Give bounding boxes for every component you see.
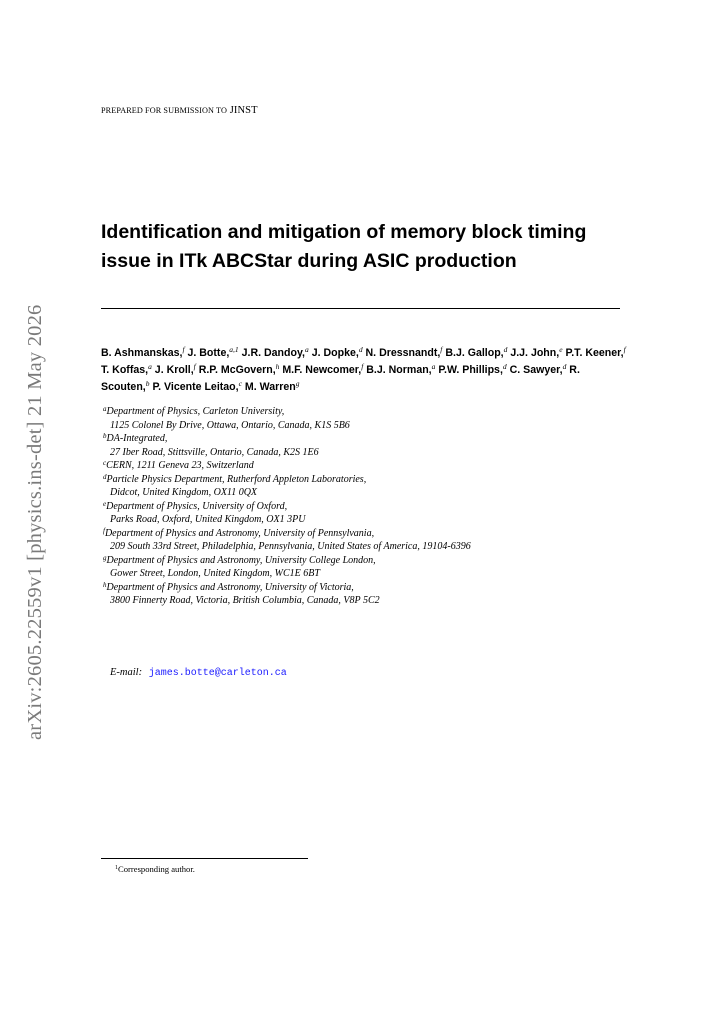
author-name: J. Kroll,: [154, 364, 194, 376]
author-name: T. Koffas,: [101, 364, 149, 376]
affiliation-item: [103, 473, 633, 500]
affiliation-mark: c: [103, 459, 107, 467]
author-affiliation-mark: b: [145, 379, 150, 388]
affiliation-line-1: Department of Physics, University of Oxford,: [106, 500, 288, 512]
author-affiliation-mark: g: [295, 379, 300, 388]
affiliation-line-1: Department of Physics, Carleton University,: [106, 406, 285, 417]
author-affiliation-mark: f: [361, 362, 364, 371]
author-affiliation-mark: e: [559, 345, 563, 354]
author-name: P. Vicente Leitao,: [152, 381, 239, 393]
footnote-mark: 1: [115, 865, 118, 871]
affiliation-item: [103, 581, 633, 608]
affiliation-line-1: DA-Integrated,: [106, 433, 168, 444]
affiliation-line-2: 27 Iber Road, Stittsville, Ontario, Canada, K2S 1E6: [110, 446, 319, 458]
affiliation-item: [103, 459, 633, 473]
author-affiliation-mark: f: [440, 345, 443, 354]
author-affiliation-mark: d: [562, 362, 567, 371]
submission-journal: JINST: [229, 105, 258, 116]
affiliation-line-1: Particle Physics Department, Rutherford Appleton Laboratories,: [106, 473, 367, 485]
author-name: J. Dopke,: [311, 347, 359, 359]
author-name: J.R. Dandoy,: [241, 347, 306, 359]
author-name: M.F. Newcomer,: [282, 364, 362, 376]
author-name: B. Ashmanskas,: [101, 347, 183, 359]
affiliation-mark: e: [103, 499, 107, 508]
email-line: [110, 667, 287, 679]
title-divider: [101, 308, 620, 309]
author-name: J.J. John,: [510, 347, 560, 359]
affiliation-line-2: Didcot, United Kingdom, OX11 0QX: [110, 487, 258, 498]
affiliation-line-2: Gower Street, London, United Kingdom, WC1E 6BT: [110, 568, 320, 579]
affiliation-line-1: Department of Physics and Astronomy, University of Victoria,: [106, 581, 354, 593]
author-affiliation-mark: c: [238, 379, 242, 388]
affiliation-item: [103, 432, 633, 459]
affiliation-list: [103, 405, 633, 608]
author-affiliation-mark: f: [182, 345, 185, 354]
email-label: E-mail:: [110, 667, 143, 678]
affiliation-line-2: Parks Road, Oxford, United Kingdom, OX1 3PU: [110, 514, 306, 525]
author-affiliation-mark: a,1: [229, 345, 239, 354]
paper-title: Identification and mitigation of memory block timing issue in ITk ABCStar during ASIC production: [101, 221, 587, 272]
affiliation-line-2: 209 South 33rd Street, Philadelphia, Pennsylvania, United States of America, 19104-6396: [110, 541, 471, 552]
author-list: [101, 345, 626, 396]
author-name: B.J. Norman,: [366, 364, 432, 376]
author-affiliation-mark: a: [148, 362, 152, 371]
author-affiliation-mark: f: [623, 345, 626, 354]
affiliation-mark: h: [103, 580, 107, 589]
author-name: C. Sawyer,: [509, 364, 563, 376]
affiliation-mark: b: [103, 432, 107, 440]
author-affiliation-mark: d: [358, 345, 363, 354]
author-affiliation-mark: f: [193, 362, 196, 371]
affiliation-mark: f: [103, 526, 105, 535]
author-name: P.W. Phillips,: [438, 364, 503, 376]
author-affiliation-mark: a: [305, 345, 309, 354]
affiliation-item: [103, 554, 633, 581]
author-name: R.P. McGovern,: [198, 364, 276, 376]
author-name: N. Dressnandt,: [365, 347, 441, 359]
footnote-text: Corresponding author.: [118, 864, 195, 874]
affiliation-item: [103, 405, 633, 432]
affiliation-mark: g: [103, 553, 107, 562]
affiliation-item: [103, 500, 633, 527]
author-affiliation-mark: h: [275, 362, 280, 371]
affiliation-line-1: CERN, 1211 Geneva 23, Switzerland: [106, 460, 254, 471]
affiliation-line-2: 3800 Finnerty Road, Victoria, British Columbia, Canada, V8P 5C2: [110, 595, 380, 606]
author-affiliation-mark: d: [502, 362, 507, 371]
footnote-divider: [101, 858, 308, 859]
author-name: M. Warren: [244, 381, 296, 393]
affiliation-line-1: Department of Physics and Astronomy, University College London,: [106, 554, 376, 566]
arxiv-identifier-stamp: arXiv:2605.22559v1 [physics.ins-det] 21 May 2026: [24, 304, 46, 740]
author-name: J. Botte,: [187, 347, 230, 359]
affiliation-item: [103, 527, 633, 554]
affiliation-line-1: Department of Physics and Astronomy, University of Pennsylvania,: [104, 527, 375, 539]
author-name: B.J. Gallop,: [445, 347, 504, 359]
submission-note-text: PREPARED FOR SUBMISSION TO: [101, 106, 227, 115]
affiliation-line-2: 1125 Colonel By Drive, Ottawa, Ontario, Canada, K1S 5B6: [110, 419, 350, 431]
email-link[interactable]: james.botte@carleton.ca: [148, 668, 287, 679]
submission-note: [101, 105, 258, 116]
affiliation-mark: a: [103, 405, 107, 413]
affiliation-mark: d: [103, 472, 107, 481]
author-name: R. Scouten,: [101, 364, 580, 393]
author-name: P.T. Keener,: [565, 347, 624, 359]
footnote: [115, 864, 195, 874]
author-affiliation-mark: d: [503, 345, 508, 354]
author-affiliation-mark: a: [431, 362, 436, 371]
